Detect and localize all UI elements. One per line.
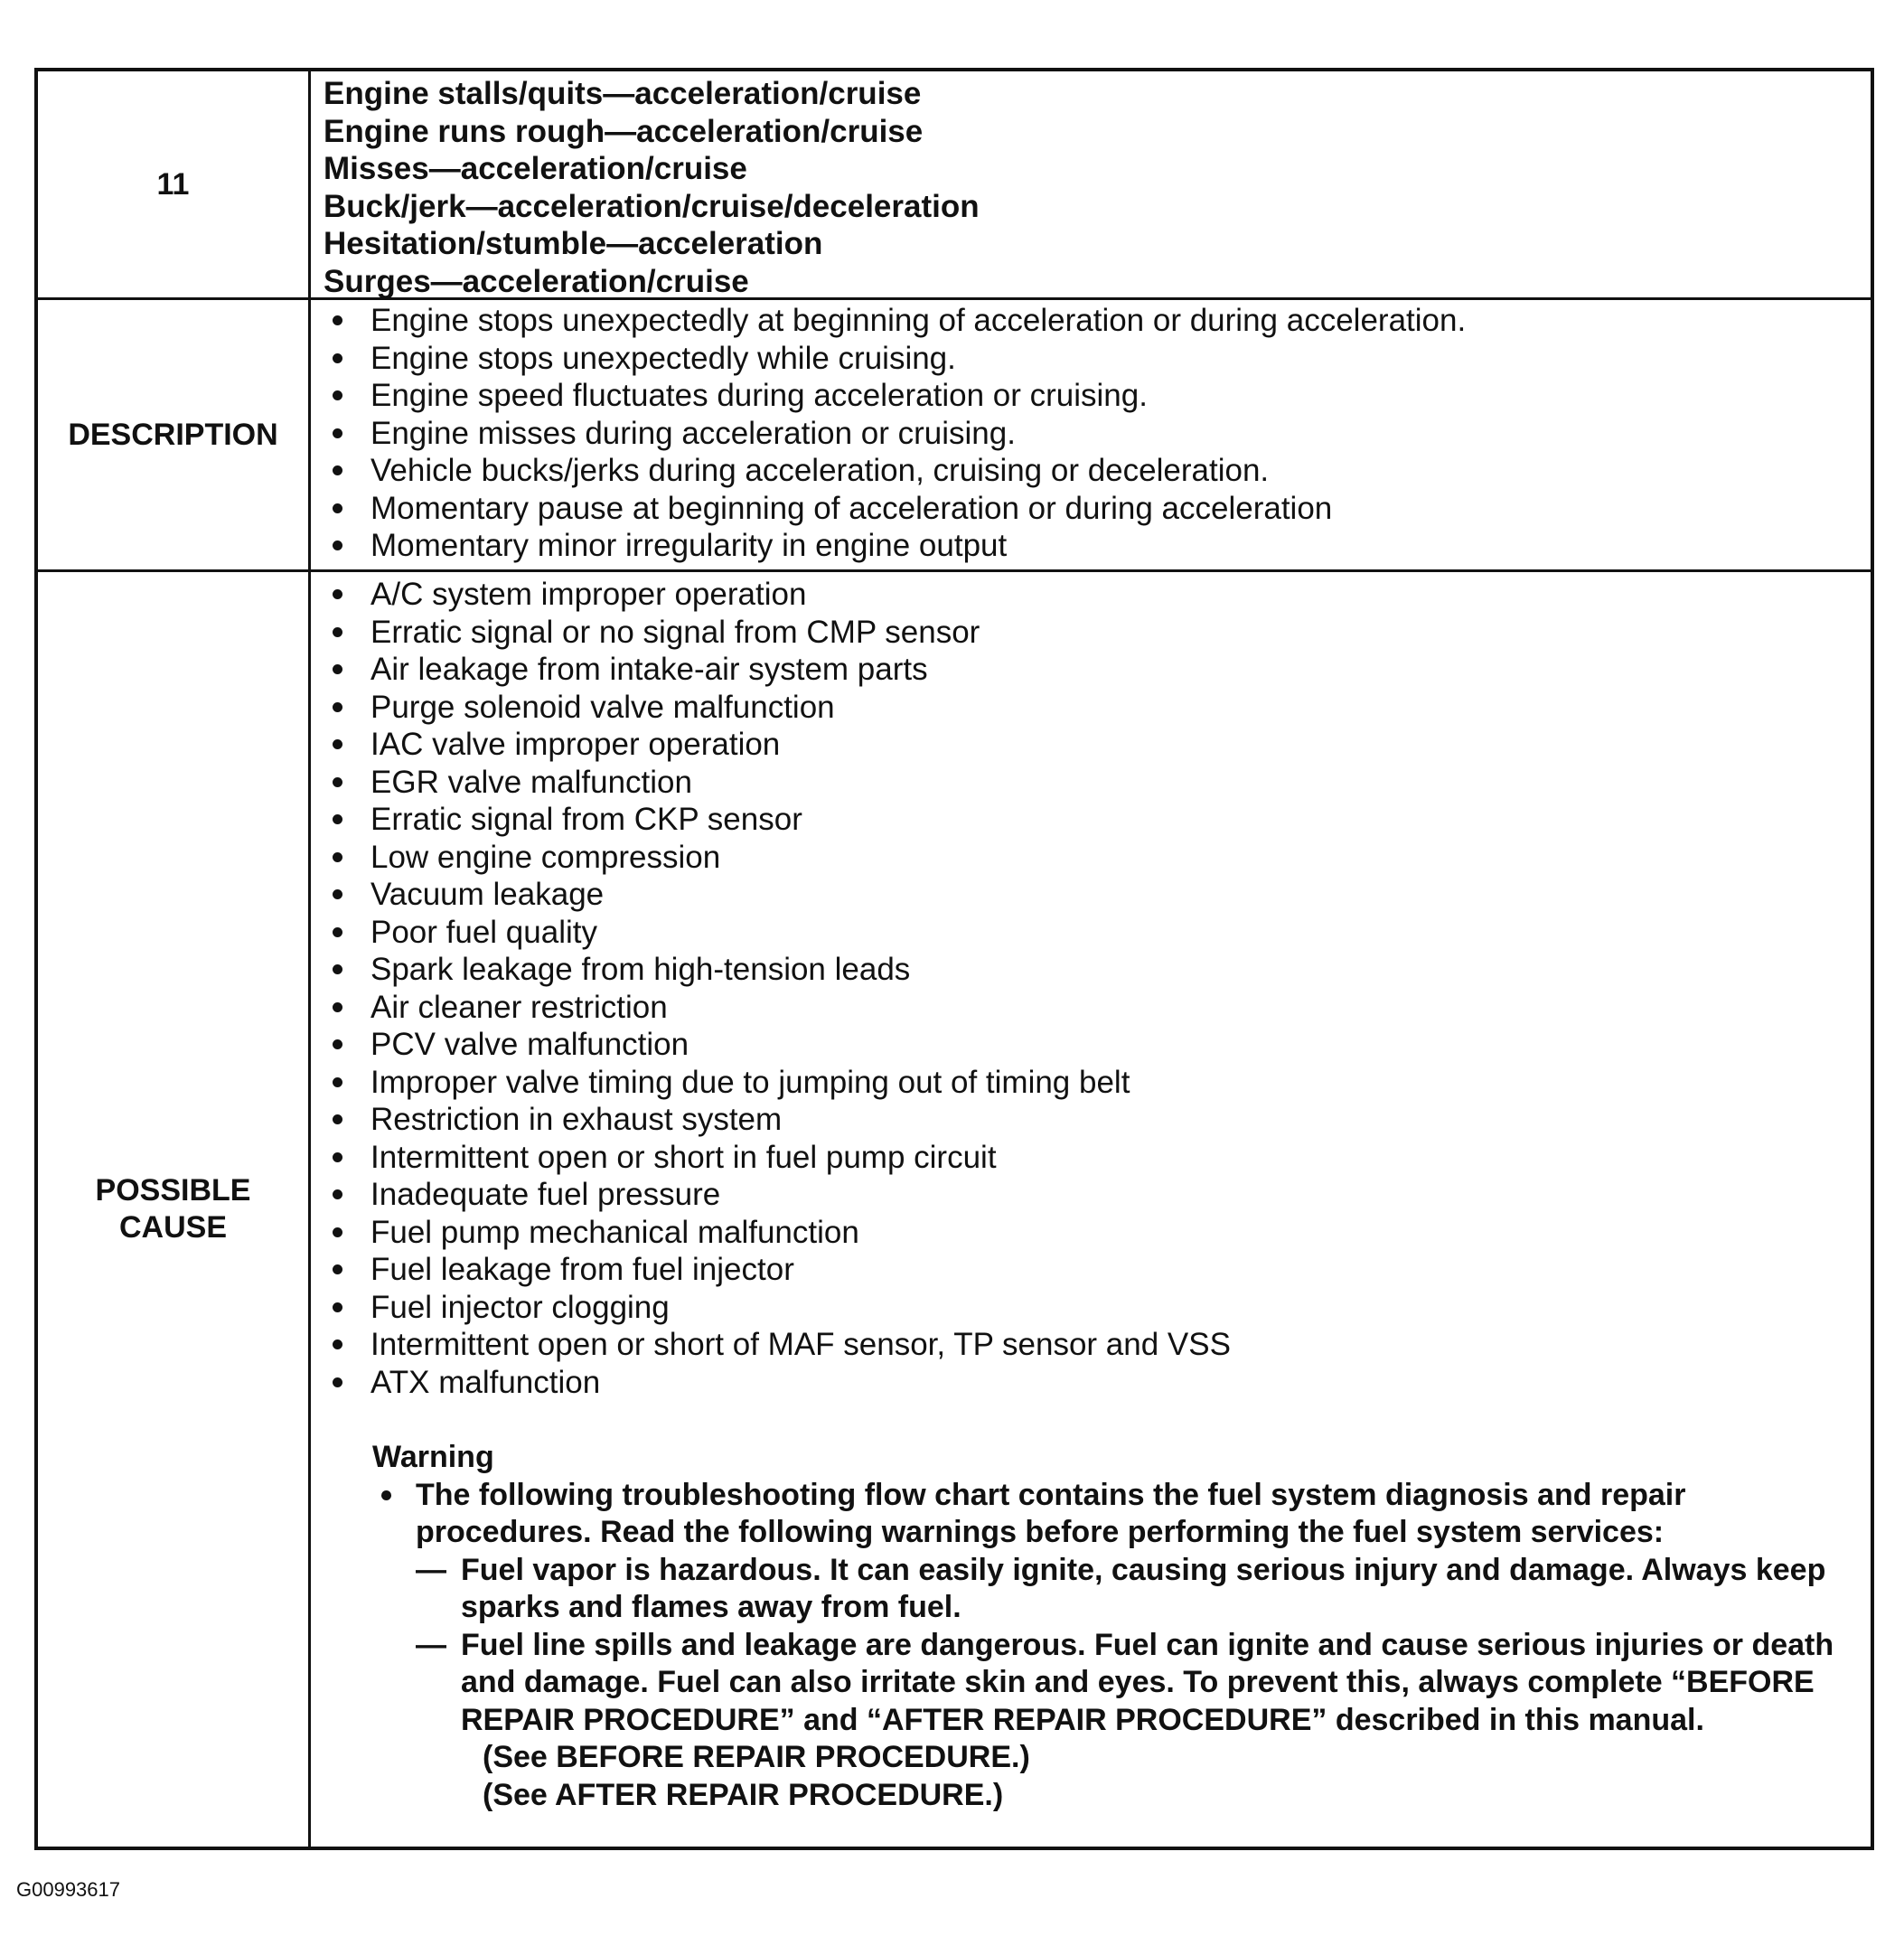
warning-sub-item: — Fuel line spills and leakage are dangerous. Fuel can ignite and cause serious injuries or death and damage. Fuel can also irritate skin and eyes. To prevent this, always complete “BEFORE REPAIR PROCEDURE” and “AFTER REPAIR PROCEDURE” described in this manual. (416, 1627, 1834, 1737)
list-item: Vacuum leakage (311, 876, 1871, 914)
list-item: Air cleaner restriction (311, 989, 1871, 1027)
list-item: Engine stops unexpectedly at beginning of acceleration or during acceleration. (311, 302, 1871, 340)
list-item: Inadequate fuel pressure (311, 1176, 1871, 1214)
symptom-list (311, 71, 1871, 297)
warning-sub-item: — Fuel vapor is hazardous. It can easily ignite, causing serious injury and damage. Always keep sparks and flames away from fuel. (416, 1552, 1826, 1624)
warning-block (311, 1439, 1871, 1814)
possible-cause-label: POSSIBLE CAUSE (95, 1173, 251, 1245)
list-item: Fuel injector clogging (311, 1289, 1871, 1327)
description-cell (311, 300, 1871, 569)
list-item: Momentary pause at beginning of acceleration or during acceleration (311, 490, 1871, 528)
bullet-icon (333, 589, 342, 599)
bullet-icon (333, 927, 342, 937)
bullet-icon (333, 315, 342, 325)
list-item: Engine stops unexpectedly while cruising. (311, 340, 1871, 378)
bullet-icon (333, 777, 342, 787)
symptom-line: Engine stalls/quits—acceleration/cruise (324, 76, 922, 111)
bullet-icon (333, 1114, 342, 1124)
bullet-icon (333, 1339, 342, 1349)
list-item: Engine speed fluctuates during acceleration or cruising. (311, 377, 1871, 415)
list-item: Intermittent open or short in fuel pump circuit (311, 1139, 1871, 1177)
warning-title: Warning (372, 1440, 494, 1474)
list-item: Fuel pump mechanical malfunction (311, 1214, 1871, 1252)
bullet-icon (333, 540, 342, 550)
symptom-line: Misses—acceleration/cruise (324, 151, 747, 186)
troubleshooting-table (34, 68, 1874, 1850)
list-item: Intermittent open or short of MAF sensor, TP sensor and VSS (311, 1326, 1871, 1364)
bullet-icon (333, 664, 342, 674)
see-before-reference: (See BEFORE REPAIR PROCEDURE.) (483, 1740, 1030, 1774)
list-item: Spark leakage from high-tension leads (311, 951, 1871, 989)
list-item: Improper valve timing due to jumping out of timing belt (311, 1064, 1871, 1102)
bullet-icon (333, 1152, 342, 1162)
bullet-icon (333, 1039, 342, 1049)
bullet-icon (333, 964, 342, 974)
symptom-line: Buck/jerk—acceleration/cruise/deceleration (324, 188, 980, 224)
bullet-icon (333, 1227, 342, 1237)
list-item: A/C system improper operation (311, 576, 1871, 614)
see-after-reference: (See AFTER REPAIR PROCEDURE.) (483, 1777, 1004, 1812)
bullet-icon (333, 353, 342, 363)
description-label: DESCRIPTION (68, 417, 278, 452)
bullet-icon (333, 465, 342, 475)
bullet-icon (333, 1002, 342, 1012)
list-item: Air leakage from intake-air system parts (311, 651, 1871, 689)
dash-icon: — (416, 1627, 446, 1662)
symptom-line: Surges—acceleration/cruise (324, 263, 749, 299)
row-number-label: 11 (156, 166, 190, 202)
possible-cause-cell (311, 572, 1871, 1847)
dash-icon: — (416, 1552, 446, 1587)
list-item: ATX malfunction (311, 1364, 1871, 1402)
bullet-icon (333, 1302, 342, 1312)
bullet-icon (333, 814, 342, 824)
bullet-icon (381, 1490, 391, 1500)
figure-id: G00993617 (16, 1878, 120, 1901)
bullet-icon (333, 390, 342, 400)
list-item: Low engine compression (311, 839, 1871, 877)
warning-intro: The following troubleshooting flow chart contains the fuel system diagnosis and repair procedures. Read the following warnings before performing the fuel system services: (311, 1477, 1871, 1552)
bullet-icon (333, 1077, 342, 1087)
list-item: Fuel leakage from fuel injector (311, 1251, 1871, 1289)
bullet-icon (333, 1377, 342, 1387)
list-item: Momentary minor irregularity in engine output (311, 527, 1871, 565)
list-item: EGR valve malfunction (311, 764, 1871, 802)
symptom-line: Engine runs rough—acceleration/cruise (324, 113, 924, 149)
list-item: Engine misses during acceleration or cruising. (311, 415, 1871, 453)
bullet-icon (333, 428, 342, 438)
symptom-line: Hesitation/stumble—acceleration (324, 226, 823, 261)
bullet-icon (333, 739, 342, 749)
bullet-icon (333, 503, 342, 513)
bullet-icon (333, 1189, 342, 1199)
cause-list (311, 576, 1871, 1401)
list-item: Vehicle bucks/jerks during acceleration, cruising or deceleration. (311, 452, 1871, 490)
list-item: Erratic signal or no signal from CMP sensor (311, 614, 1871, 652)
description-list (311, 302, 1871, 565)
bullet-icon (333, 627, 342, 637)
list-item: PCV valve malfunction (311, 1026, 1871, 1064)
list-item: IAC valve improper operation (311, 726, 1871, 764)
bullet-icon (333, 1264, 342, 1274)
list-item: Poor fuel quality (311, 914, 1871, 952)
bullet-icon (333, 852, 342, 862)
list-item: Restriction in exhaust system (311, 1101, 1871, 1139)
list-item: Purge solenoid valve malfunction (311, 689, 1871, 727)
bullet-icon (333, 889, 342, 899)
bullet-icon (333, 702, 342, 712)
list-item: Erratic signal from CKP sensor (311, 801, 1871, 839)
